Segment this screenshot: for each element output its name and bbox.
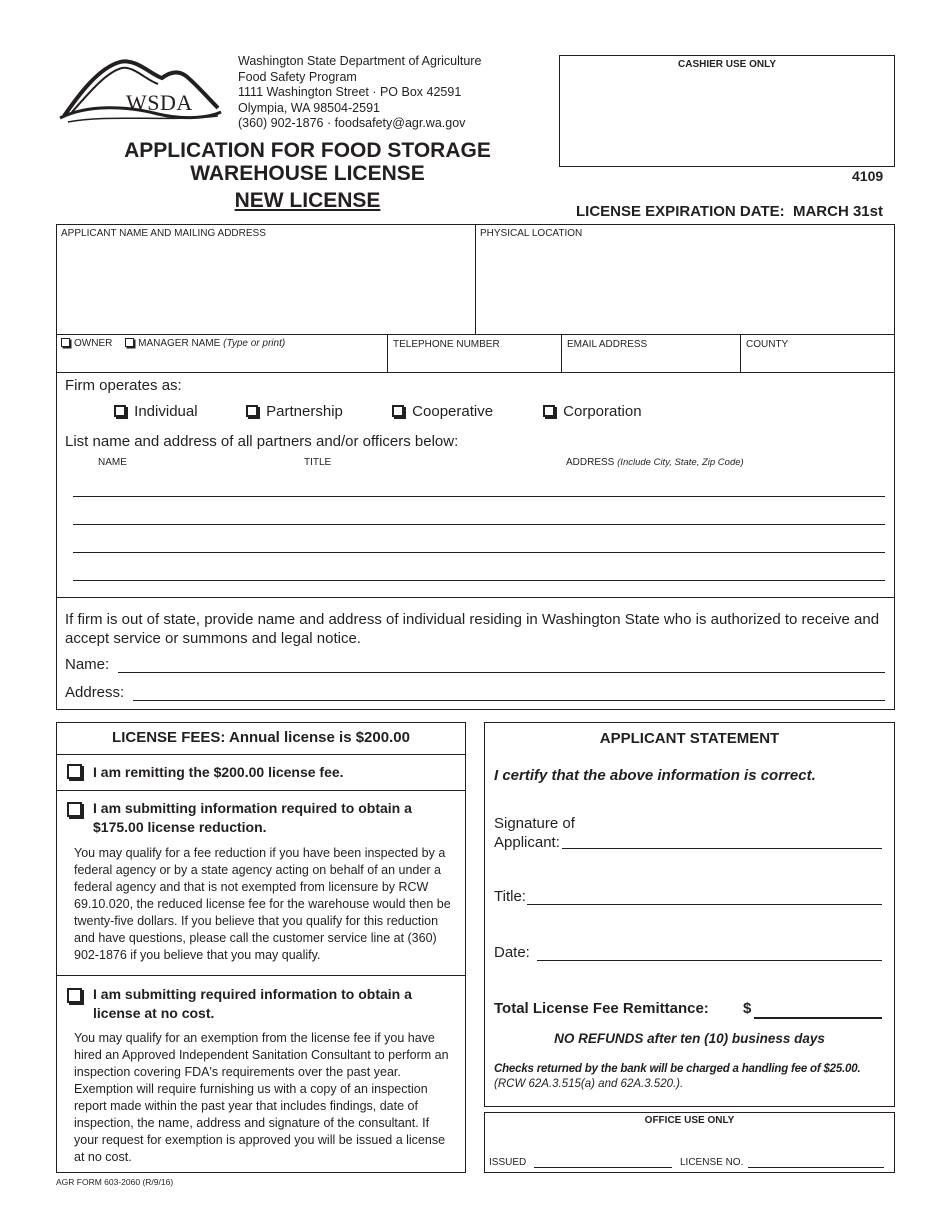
signature-label [494,814,575,852]
firm-option-cooperative[interactable] [392,403,493,420]
signature-label-line2: Applicant: [494,834,560,851]
oos-name-label: Name: [65,656,110,673]
form-title-line2: WAREHOUSE LICENSE [190,162,425,185]
no-refunds: NO REFUNDS after ten (10) business days [554,1031,825,1046]
individual-label: Individual [134,403,198,420]
col-title: TITLE [304,457,332,468]
contact-info: (360) 902-1876 · foodsafety@agr.wa.gov [238,116,466,130]
street-address: 1111 Washington Street · PO Box 42591 [238,85,462,99]
fees-header: LICENSE FEES: Annual license is $200.00 [112,729,410,746]
email-label: EMAIL ADDRESS [567,339,648,350]
partner-line-4[interactable] [73,580,885,581]
fee-option-1-checkbox[interactable] [67,764,82,779]
total-line[interactable] [754,1017,882,1019]
out-of-state-text: If firm is out of state, provide name and address of individual residing in Washington State who is authorized to receive and accept service or summons and legal notice. [65,611,880,647]
title-label: Title: [494,888,526,905]
fee-option-2[interactable] [67,802,82,821]
department-address [238,54,481,132]
rcw-reference: (RCW 62A.3.515(a) and 62A.3.520.). [494,1078,684,1090]
corporation-label: Corporation [563,403,642,420]
oos-name-line[interactable] [118,672,885,673]
telephone-label: TELEPHONE NUMBER [393,339,500,350]
manager-hint: (Type or print) [223,338,286,349]
form-title [100,139,515,185]
individual-checkbox[interactable] [114,405,126,417]
fee-option-2-checkbox[interactable] [67,802,82,817]
owner-checkbox[interactable] [61,338,70,347]
email-field[interactable] [567,339,647,350]
county-field[interactable] [746,339,788,350]
owner-label: OWNER [74,338,113,349]
partner-line-2[interactable] [73,524,885,525]
license-no-line[interactable] [748,1167,884,1168]
expiration-date: LICENSE EXPIRATION DATE: MARCH 31st [576,203,883,220]
oos-address-label: Address: [65,684,125,701]
partner-line-3[interactable] [73,552,885,553]
signature-line[interactable] [562,848,882,849]
checks-notice: Checks returned by the bank will be charged a handling fee of $25.00. [494,1063,861,1075]
partnership-checkbox[interactable] [246,405,258,417]
oos-address-line[interactable] [133,700,885,701]
cashier-label: CASHIER USE ONLY [678,59,776,70]
manager-checkbox[interactable] [125,338,134,347]
fee-option-3-label: I am submitting required information to obtain a license at no cost. [93,986,412,1021]
fee-option-2-label: I am submitting information required to obtain a $175.00 license reduction. [93,800,412,835]
col-address-label: ADDRESS [566,457,615,468]
fee-option-3-text: You may qualify for an exemption from the license fee if you have hired an Approved Independent Sanitation Consultant to perform an inspection covering FDA's requirements over the past year. Exemption will require furnishing us with a copy of an inspection report made within the past year that includes findings, date of inspection, the name, address and signature of the consultant. If your request for exemption is approved you will be issued a license at no cost. [74,1031,449,1164]
dollar-sign: $ [743,1000,752,1017]
fee-option-3[interactable] [67,988,82,1007]
fee-option-2-text: You may qualify for a fee reduction if you have been inspected by a federal agency or by a state agency acting on behalf of an under a federal agency and that is not exempted from licensure by RCW 69.10.020, the reduced license fee for the warehouse would then be twenty-five dollars. If you believe that you qualify for this reduction and have questions, please call the customer service line at (360) 902-1876 if you believe that you may qualify. [74,846,451,962]
firm-option-individual[interactable] [114,403,198,420]
department-name: Washington State Department of Agriculture [238,54,482,68]
license-no-label: LICENSE NO. [680,1157,744,1168]
title-line[interactable] [527,904,882,905]
issued-line[interactable] [534,1167,672,1168]
firm-operates-label: Firm operates as: [65,377,182,394]
firm-option-partnership[interactable] [246,403,343,420]
corporation-checkbox[interactable] [543,405,555,417]
cooperative-checkbox[interactable] [392,405,404,417]
total-label: Total License Fee Remittance: [494,1000,709,1017]
firm-option-corporation[interactable] [543,403,642,420]
col-address-hint: (Include City, State, Zip Code) [617,457,744,468]
wsda-logo [58,56,223,128]
date-label: Date: [494,944,530,961]
fee-option-3-checkbox[interactable] [67,988,82,1003]
form-title-line1: APPLICATION FOR FOOD STORAGE [124,139,491,162]
col-name: NAME [98,457,127,468]
logo-text: WSDA [126,90,193,115]
date-line[interactable] [537,960,882,961]
cooperative-label: Cooperative [412,403,494,420]
program-name: Food Safety Program [238,69,357,84]
owner-manager-field [61,338,285,349]
manager-label: MANAGER NAME [138,338,221,349]
applicant-name-field[interactable] [61,228,471,332]
form-number: AGR FORM 603-2060 (R/9/16) [56,1177,174,1187]
office-header: OFFICE USE ONLY [644,1115,735,1126]
physical-location-field[interactable] [480,228,890,332]
county-label: COUNTY [746,339,789,350]
physical-location-label: PHYSICAL LOCATION [480,228,583,239]
telephone-field[interactable] [393,339,500,350]
applicant-name-label: APPLICANT NAME AND MAILING ADDRESS [61,228,266,239]
form-subtitle: NEW LICENSE [234,189,381,212]
statement-header: APPLICANT STATEMENT [599,730,780,747]
signature-label-line1: Signature of [494,815,575,832]
fee-option-1[interactable] [67,764,82,783]
form-code: 4109 [852,168,884,184]
partnership-label: Partnership [266,403,343,420]
fee-option-1-label: I am remitting the $200.00 license fee. [93,764,344,780]
col-address [566,457,744,468]
cashier-box [559,55,895,167]
city-address: Olympia, WA 98504-2591 [238,100,380,115]
partners-instruction: List name and address of all partners and/or officers below: [65,433,459,450]
certify-text: I certify that the above information is correct. [494,767,816,784]
partner-line-1[interactable] [73,496,885,497]
issued-label: ISSUED [489,1157,527,1168]
